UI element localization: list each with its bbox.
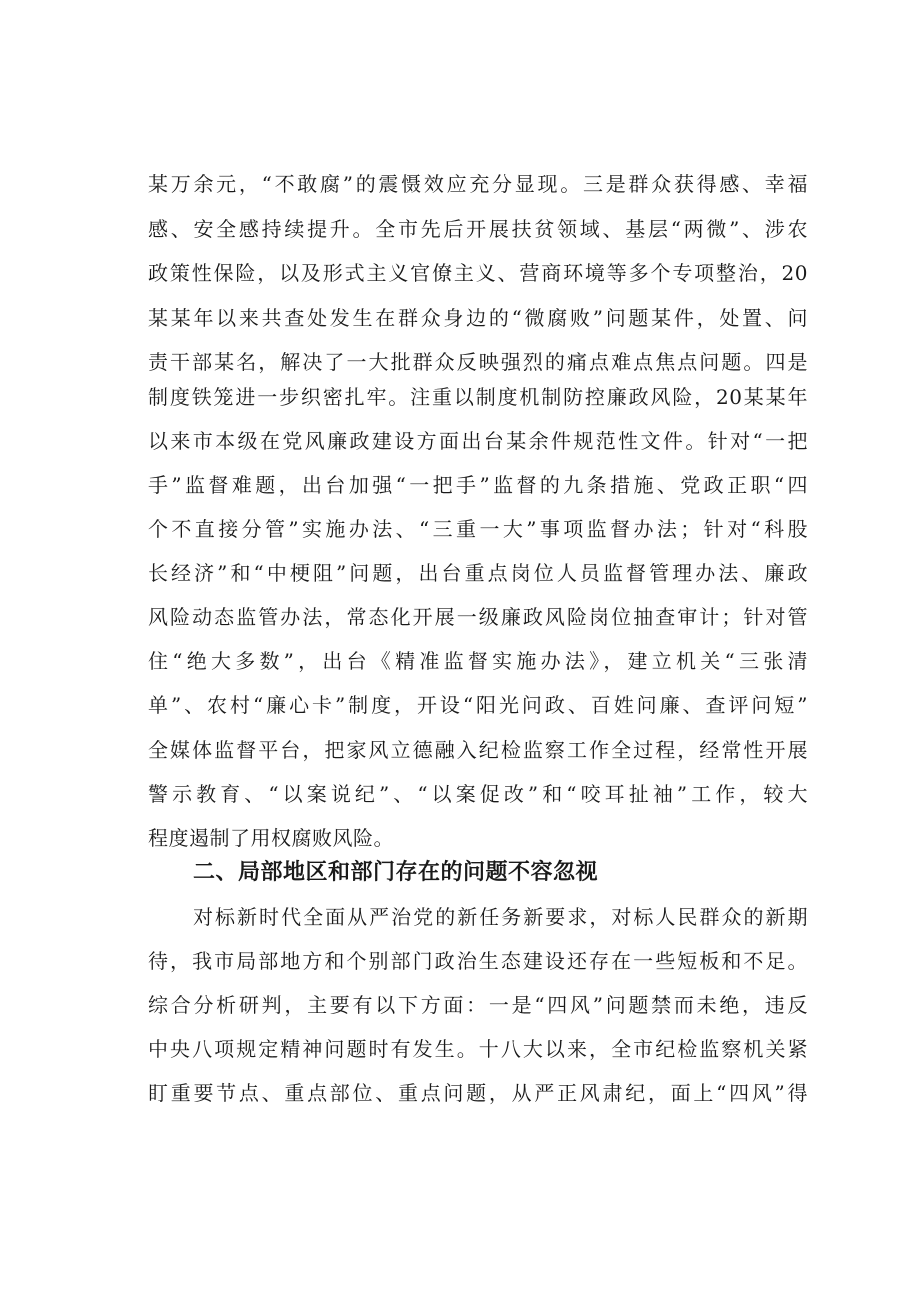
paragraph1-line-8: 手”监督难题，出台加强“一把手”监督的九条措施、党政正职“四 xyxy=(148,473,808,497)
paragraph1-line-7: 以来市本级在党风廉政建设方面出台某余件规范性文件。针对“一把 xyxy=(148,429,808,453)
paragraph1-line-11: 风险动态监管办法，常态化开展一级廉政风险岗位抽查审计；针对管 xyxy=(148,605,808,629)
paragraph1-line-5: 责干部某名，解决了一大批群众反映强烈的痛点难点焦点问题。四是 xyxy=(148,350,808,374)
paragraph1-line-10: 长经济”和“中梗阻”问题，出台重点岗位人员监督管理办法、廉政 xyxy=(148,561,808,585)
paragraph1-line-2: 感、安全感持续提升。全市先后开展扶贫领域、基层“两微”、涉农 xyxy=(148,217,808,241)
paragraph1-line-9: 个不直接分管”实施办法、“三重一大”事项监督办法；针对“科股 xyxy=(148,517,808,541)
paragraph1-line-16: 程度遏制了用权腐败风险。 xyxy=(148,826,394,850)
paragraph1-line-12: 住“绝大多数”，出台《精准监督实施办法》，建立机关“三张清 xyxy=(148,649,808,673)
section2-line-1: 对标新时代全面从严治党的新任务新要求，对标人民群众的新期 xyxy=(193,905,808,929)
section2-line-2: 待，我市局部地方和个别部门政治生态建设还存在一些短板和不足。 xyxy=(148,949,808,973)
paragraph1-line-1: 某万余元，“不敢腐”的震慑效应充分显现。三是群众获得感、幸福 xyxy=(148,172,808,196)
section2-line-5: 盯重要节点、重点部位、重点问题，从严正风肃纪，面上“四风”得 xyxy=(148,1081,808,1105)
section2-line-4: 中央八项规定精神问题时有发生。十八大以来，全市纪检监察机关紧 xyxy=(148,1037,808,1061)
paragraph1-line-15: 警示教育、“以案说纪”、“以案促改”和“咬耳扯袖”工作，较大 xyxy=(148,782,808,806)
paragraph1-line-4: 某某年以来共查处发生在群众身边的“微腐败”问题某件，处置、问 xyxy=(148,306,808,330)
paragraph1-line-6: 制度铁笼进一步织密扎牢。注重以制度机制防控廉政风险，20某某年 xyxy=(148,385,808,409)
section2-line-3: 综合分析研判，主要有以下方面：一是“四风”问题禁而未绝，违反 xyxy=(148,993,808,1017)
section-heading: 二、局部地区和部门存在的问题不容忽视 xyxy=(193,860,599,885)
paragraph1-line-3: 政策性保险，以及形式主义官僚主义、营商环境等多个专项整治，20 xyxy=(148,261,808,285)
paragraph1-line-13: 单”、农村“廉心卡”制度，开设“阳光问政、百姓问廉、查评问短” xyxy=(148,693,808,717)
paragraph1-line-14: 全媒体监督平台，把家风立德融入纪检监察工作全过程，经常性开展 xyxy=(148,738,808,762)
